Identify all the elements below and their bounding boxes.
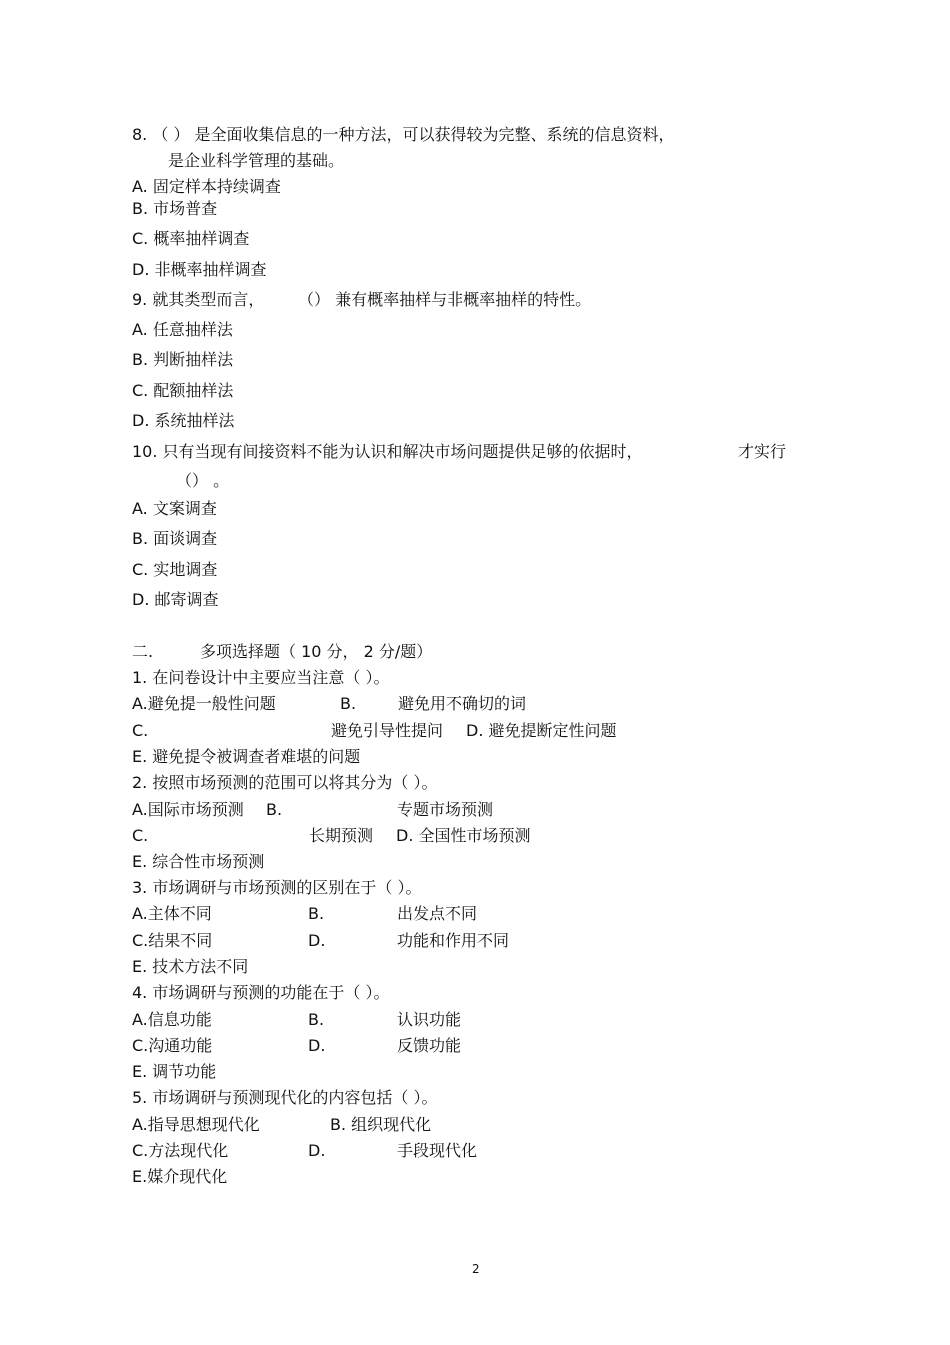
mq5-option-c: C.方法现代化 (132, 1141, 229, 1160)
mq1-option-c-text: 避免引导性提问 (331, 721, 444, 740)
q10-option-a: A. 文案调查 (132, 499, 217, 518)
section-heading: 多项选择题（ 10 分， 2 分/题） (200, 642, 433, 661)
mq3-option-a: A.主体不同 (132, 904, 212, 923)
q10-stem-line2: （） 。 (176, 471, 230, 490)
mq2-option-b-text: 专题市场预测 (397, 800, 494, 819)
mq1-option-b-letter: B. (340, 694, 357, 713)
q8-stem-line1: 8. （ ） 是全面收集信息的一种方法，可以获得较为完整、系统的信息资料， (132, 125, 675, 144)
q10-option-b: B. 面谈调查 (132, 529, 218, 548)
q8-option-b: B. 市场普查 (132, 199, 218, 218)
q9-stem-part1: 9. 就其类型而言， (132, 290, 265, 309)
mq4-option-b-letter: B. (308, 1010, 325, 1029)
mq4-option-d-text: 反馈功能 (397, 1036, 462, 1055)
q10-option-c: C. 实地调查 (132, 560, 218, 579)
q8-option-d: D. 非概率抽样调查 (132, 260, 267, 279)
mq4-option-c: C.沟通功能 (132, 1036, 213, 1055)
mq3-option-b-letter: B. (308, 904, 325, 923)
page-number: 2 (472, 1262, 480, 1276)
q8-stem-line2: 是企业科学管理的基础。 (168, 151, 345, 170)
mq3-option-b-text: 出发点不同 (397, 904, 478, 923)
mq2-option-b-letter: B. (266, 800, 283, 819)
mq1-stem: 1. 在问卷设计中主要应当注意（ ）。 (132, 668, 390, 687)
mq3-option-d-text: 功能和作用不同 (397, 931, 510, 950)
mq3-option-d-letter: D. (308, 931, 326, 950)
q9-stem-part2: （） 兼有概率抽样与非概率抽样的特性。 (298, 290, 592, 309)
q8-option-a: A. 固定样本持续调查 (132, 177, 281, 196)
section-number: 二. (132, 642, 154, 661)
mq3-stem: 3. 市场调研与市场预测的区别在于（ ）。 (132, 878, 422, 897)
q9-option-a: A. 任意抽样法 (132, 320, 233, 339)
mq2-option-c-text: 长期预测 (309, 826, 374, 845)
mq1-option-c-letter: C. (132, 721, 149, 740)
q10-stem-line1-end: 才实行 (738, 442, 787, 461)
q8-option-c: C. 概率抽样调查 (132, 229, 250, 248)
q9-option-b: B. 判断抽样法 (132, 350, 234, 369)
mq4-option-d-letter: D. (308, 1036, 326, 1055)
mq2-option-c-letter: C. (132, 826, 149, 845)
mq2-option-d: D. 全国性市场预测 (396, 826, 531, 845)
mq5-option-e: E.媒介现代化 (132, 1167, 228, 1186)
q9-option-c: C. 配额抽样法 (132, 381, 234, 400)
mq1-option-e: E. 避免提令被调查者难堪的问题 (132, 747, 361, 766)
mq3-option-c: C.结果不同 (132, 931, 213, 950)
mq2-option-e: E. 综合性市场预测 (132, 852, 265, 871)
mq1-option-d: D. 避免提断定性问题 (466, 721, 617, 740)
q9-option-d: D. 系统抽样法 (132, 411, 235, 430)
mq4-option-a: A.信息功能 (132, 1010, 212, 1029)
mq5-option-a: A.指导思想现代化 (132, 1115, 260, 1134)
mq5-option-d-text: 手段现代化 (397, 1141, 478, 1160)
mq1-option-a: A.避免提一般性问题 (132, 694, 276, 713)
mq4-option-b-text: 认识功能 (397, 1010, 462, 1029)
mq3-option-e: E. 技术方法不同 (132, 957, 249, 976)
mq1-option-b-text: 避免用不确切的词 (398, 694, 527, 713)
q10-stem-line1: 10. 只有当现有间接资料不能为认识和解决市场问题提供足够的依据时， (132, 442, 643, 461)
mq5-option-b: B. 组织现代化 (330, 1115, 432, 1134)
q10-option-d: D. 邮寄调查 (132, 590, 219, 609)
mq4-option-e: E. 调节功能 (132, 1062, 217, 1081)
mq2-option-a: A.国际市场预测 (132, 800, 244, 819)
mq5-stem: 5. 市场调研与预测现代化的内容包括（ ）。 (132, 1088, 438, 1107)
mq4-stem: 4. 市场调研与预测的功能在于（ ）。 (132, 983, 390, 1002)
mq5-option-d-letter: D. (308, 1141, 326, 1160)
mq2-stem: 2. 按照市场预测的范围可以将其分为（ ）。 (132, 773, 438, 792)
